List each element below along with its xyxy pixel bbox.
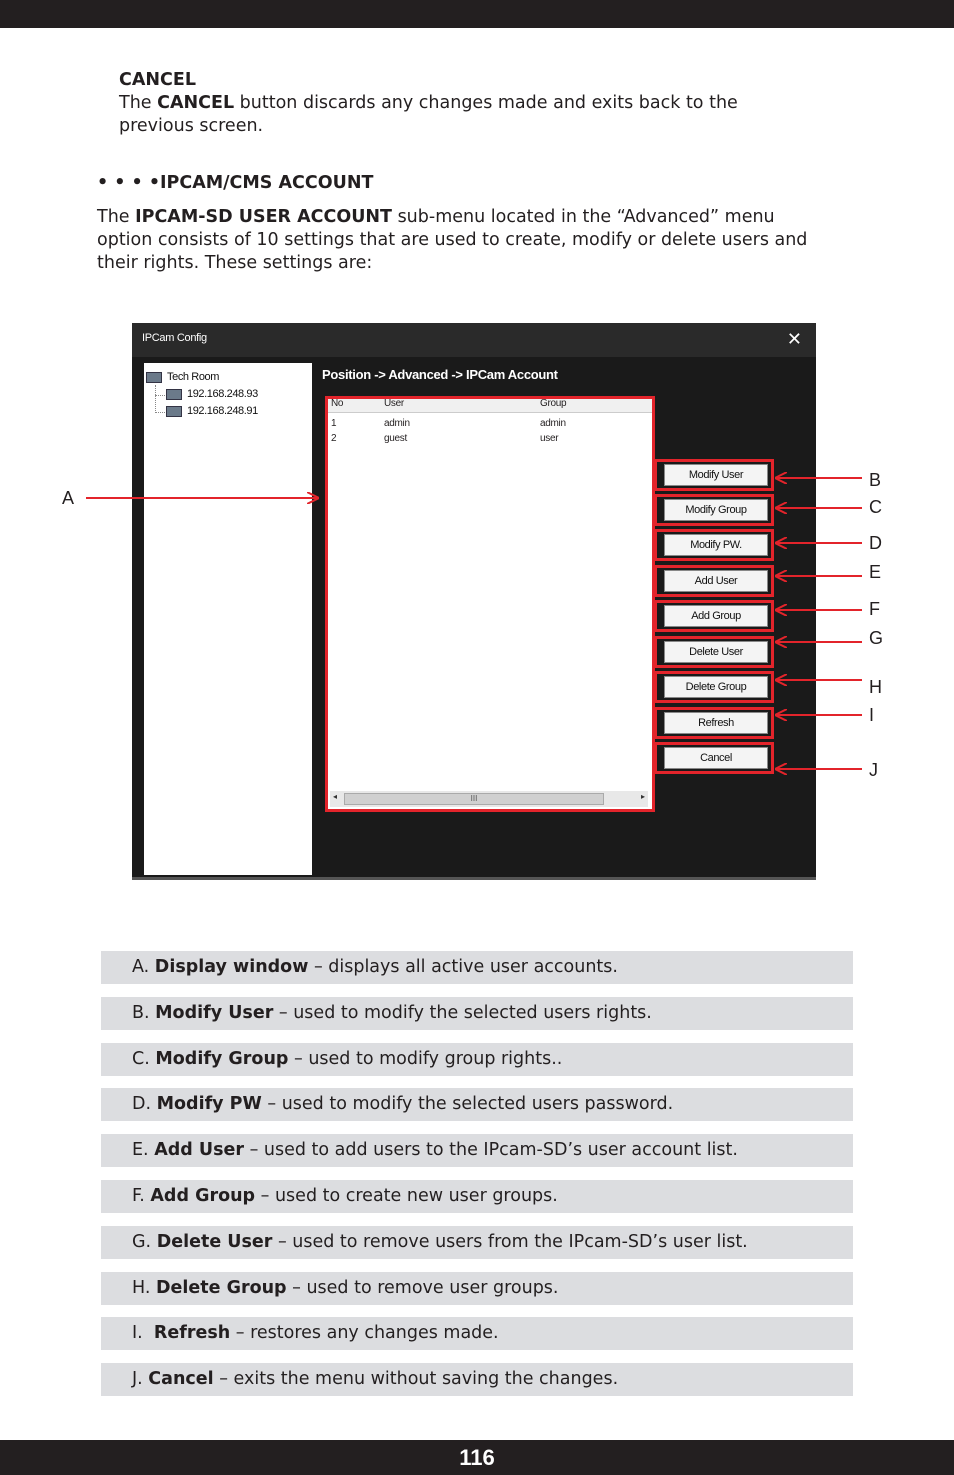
legend-item — [101, 1134, 853, 1167]
legend-description: – used to create new user groups. — [255, 1186, 558, 1206]
callout-letter-j: J — [869, 760, 878, 780]
legend-term: Delete Group — [155, 1278, 287, 1298]
intro-line2: option consists of 10 settings that are used to create, modify or delete users and — [97, 230, 808, 250]
cancel-heading: CANCEL — [119, 70, 196, 90]
legend-text — [132, 1048, 562, 1071]
tree-root[interactable]: Tech Room — [146, 371, 219, 383]
legend-text — [132, 956, 618, 979]
legend-item — [101, 1317, 853, 1350]
legend-letter: A. — [132, 957, 155, 977]
add-group-button[interactable]: Add Group — [664, 605, 768, 627]
legend-description: – displays all active user accounts. — [308, 957, 618, 977]
add-user-button[interactable]: Add User — [664, 570, 768, 592]
legend-letter: H. — [132, 1278, 156, 1298]
callout-letter-e: E — [869, 562, 882, 582]
legend-letter: D. — [132, 1094, 157, 1114]
table-row[interactable]: 1 admin admin — [331, 418, 566, 429]
legend-term: Add User — [154, 1140, 245, 1160]
legend-item — [101, 1088, 853, 1121]
legend-term: Add Group — [150, 1186, 256, 1206]
legend-text — [132, 1277, 559, 1300]
legend-letter: J. — [132, 1369, 149, 1389]
legend-item — [101, 1363, 853, 1396]
legend-item — [101, 951, 853, 984]
legend-description: – used to remove users from the IPcam-SD’s user list. — [272, 1232, 748, 1252]
legend-text — [132, 1368, 618, 1391]
legend-text — [132, 1231, 748, 1254]
callout-letter-c: C — [869, 497, 882, 517]
legend-text — [132, 1002, 652, 1025]
col-group[interactable]: Group — [540, 398, 567, 409]
col-user[interactable]: User — [384, 398, 404, 409]
legend-term: Cancel — [148, 1369, 214, 1389]
legend-letter: I. — [132, 1323, 154, 1343]
legend-description: – used to modify the selected users password. — [261, 1094, 674, 1114]
legend-text — [132, 1185, 558, 1208]
legend-description: – exits the menu without saving the changes. — [213, 1369, 619, 1389]
legend-description: – used to modify the selected users rights. — [273, 1003, 652, 1023]
legend-term: Display window — [154, 957, 309, 977]
refresh-button[interactable]: Refresh — [664, 712, 768, 734]
tree-device-2[interactable]: 192.168.248.91 — [166, 405, 258, 417]
intro-paragraph: The IPCAM-SD USER ACCOUNT sub-menu located in the “Advanced” menu — [97, 207, 775, 227]
page-number: 116 — [0, 1440, 954, 1475]
legend-letter: G. — [132, 1232, 157, 1252]
legend-letter: B. — [132, 1003, 156, 1023]
modify-pw-button[interactable]: Modify PW. — [664, 534, 768, 556]
col-no[interactable]: No — [331, 398, 344, 409]
legend-term: Modify User — [155, 1003, 274, 1023]
legend-term: Modify PW — [156, 1094, 262, 1114]
legend-description: – used to modify group rights.. — [288, 1049, 563, 1069]
callout-letter-a: A — [62, 488, 75, 508]
legend-item — [101, 1226, 853, 1259]
tree-device-1[interactable]: 192.168.248.93 — [166, 388, 258, 400]
legend-letter: E. — [132, 1140, 155, 1160]
legend-description: – used to remove user groups. — [286, 1278, 559, 1298]
legend-item — [101, 997, 853, 1030]
legend-letter: C. — [132, 1049, 156, 1069]
scroll-right-icon[interactable]: ▸ — [640, 792, 645, 801]
legend-item — [101, 1043, 853, 1076]
legend-description: – restores any changes made. — [230, 1323, 499, 1343]
legend-text — [132, 1322, 499, 1345]
legend-text — [132, 1139, 738, 1162]
delete-user-button[interactable]: Delete User — [664, 641, 768, 663]
intro-line3: their rights. These settings are: — [97, 253, 373, 273]
legend-description: – used to add users to the IPcam-SD’s user account list. — [244, 1140, 738, 1160]
window-title: IPCam Config — [142, 332, 207, 344]
callout-letter-h: H — [869, 677, 882, 697]
callout-letter-i: I — [869, 705, 875, 725]
callout-letter-d: D — [869, 533, 882, 553]
table-row[interactable]: 2 guest user — [331, 433, 559, 444]
legend-term: Refresh — [153, 1323, 231, 1343]
legend-item — [101, 1272, 853, 1305]
cancel-description-line2: previous screen. — [119, 116, 264, 136]
cancel-button[interactable]: Cancel — [664, 747, 768, 769]
legend-letter: F. — [132, 1186, 151, 1206]
legend-text — [132, 1093, 673, 1116]
cancel-description: The CANCEL button discards any changes made and exits back to the — [119, 93, 738, 113]
legend-item — [101, 1180, 853, 1213]
delete-group-button[interactable]: Delete Group — [664, 676, 768, 698]
legend-term: Modify Group — [155, 1049, 289, 1069]
position-breadcrumb: Position -> Advanced -> IPCam Account — [322, 367, 558, 382]
scroll-left-icon[interactable]: ◂ — [333, 792, 338, 801]
modify-user-button[interactable]: Modify User — [664, 464, 768, 486]
callout-letter-g: G — [869, 628, 884, 648]
close-icon[interactable]: ✕ — [786, 329, 802, 349]
scroll-thumb[interactable]: III — [344, 793, 604, 805]
callout-letter-f: F — [869, 599, 880, 619]
section-title: • • • •IPCAM/CMS ACCOUNT — [97, 173, 374, 193]
modify-group-button[interactable]: Modify Group — [664, 499, 768, 521]
legend-term: Delete User — [156, 1232, 273, 1252]
callout-letter-b: B — [869, 470, 882, 490]
